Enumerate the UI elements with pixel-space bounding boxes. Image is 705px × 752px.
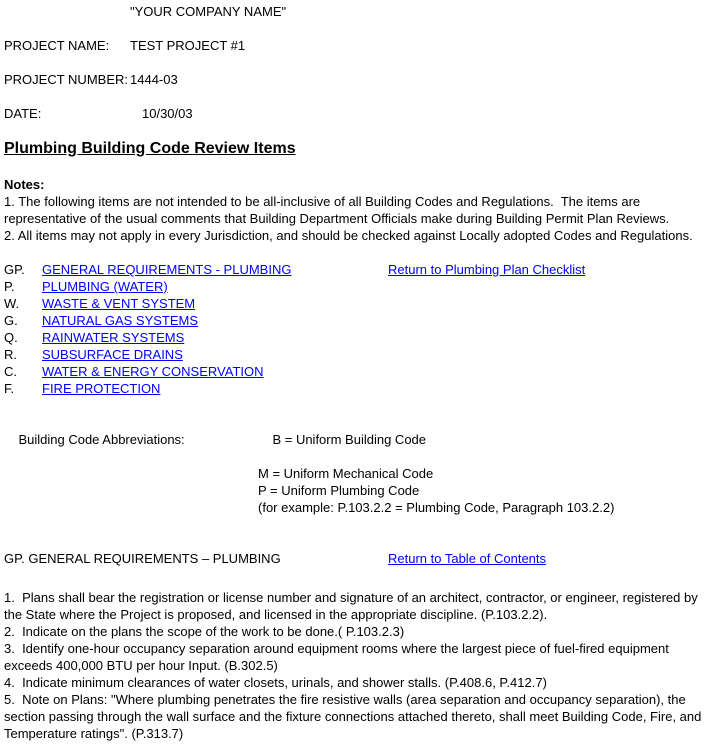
toc-code-g: G.: [4, 313, 18, 328]
notes-heading: Notes:: [4, 177, 45, 192]
project-name-row: [4, 37, 703, 54]
toc-code-gp: GP.: [4, 262, 25, 277]
gp-section-heading-row: [4, 550, 703, 567]
toc-row-f: [4, 380, 703, 397]
gp-item-2: 2. Indicate on the plans the scope of the work to be done.( P.103.2.3): [4, 624, 405, 639]
gp-item-5: 5. Note on Plans: "Where plumbing penetrates the fire resistive walls (area separation and occupancy separation), the section passing through the wall surface and the fixture connections attached thereto, shall meet Building Code, Fire, and Temperature ratings". (P.313.7): [4, 692, 705, 741]
toc-code-p: P.: [4, 279, 15, 294]
toc-row-q: [4, 329, 703, 346]
toc-row-gp: [4, 261, 703, 278]
toc-code-r: R.: [4, 347, 17, 362]
notes-section: [4, 176, 703, 244]
toc-link-general-requirements-plumbing[interactable]: GENERAL REQUIREMENTS - PLUMBING: [42, 262, 292, 277]
project-number-value: 1444-03: [130, 72, 178, 87]
abbreviation-p: P = Uniform Plumbing Code: [258, 483, 420, 498]
gp-item-4: 4. Indicate minimum clearances of water closets, urinals, and shower stalls. (P.408.6, P.412.7): [4, 675, 547, 690]
toc-link-plumbing-water[interactable]: PLUMBING (WATER): [42, 279, 168, 294]
toc-row-p: [4, 278, 703, 295]
toc-code-f: F.: [4, 381, 15, 396]
toc-link-rainwater-systems[interactable]: RAINWATER SYSTEMS: [42, 330, 185, 345]
abbreviations-row-1: [4, 414, 703, 465]
note-item-2: 2. All items may not apply in every Jurisdiction, and should be checked against Locally adopted Codes and Regulations.: [4, 228, 693, 243]
abbreviation-m: M = Uniform Mechanical Code: [258, 466, 434, 481]
toc-row-w: [4, 295, 703, 312]
toc-row-c: [4, 363, 703, 380]
toc-row-r: [4, 346, 703, 363]
gp-section-heading: GP. GENERAL REQUIREMENTS – PLUMBING: [4, 551, 281, 566]
toc-code-c: C.: [4, 364, 17, 379]
project-number-row: [4, 71, 703, 88]
toc-link-subsurface-drains[interactable]: SUBSURFACE DRAINS: [42, 347, 183, 362]
date-value: 10/30/03: [142, 106, 193, 121]
toc-code-q: Q.: [4, 330, 18, 345]
gp-section-items: [4, 589, 703, 742]
toc-row-g: [4, 312, 703, 329]
toc-code-w: W.: [4, 296, 20, 311]
project-number-label: PROJECT NUMBER:: [4, 72, 128, 87]
page-title: Plumbing Building Code Review Items: [4, 140, 296, 157]
toc-section: [4, 261, 703, 397]
abbreviation-example: (for example: P.103.2.2 = Plumbing Code, Paragraph 103.2.2): [258, 500, 615, 515]
toc-link-waste-vent-system[interactable]: WASTE & VENT SYSTEM: [42, 296, 196, 311]
gp-item-1: 1. Plans shall bear the registration or license number and signature of an architect, contractor, or engineer, registered by the State where the Project is proposed, and licensed in the appropriate discipline. (P.103.2.2).: [4, 590, 702, 622]
toc-link-natural-gas-systems[interactable]: NATURAL GAS SYSTEMS: [42, 313, 199, 328]
abbreviation-b: B = Uniform Building Code: [272, 432, 427, 447]
toc-link-water-energy-conservation[interactable]: WATER & ENERGY CONSERVATION: [42, 364, 264, 379]
abbreviations-section: [4, 414, 703, 516]
abbreviations-label: Building Code Abbreviations:: [18, 432, 185, 447]
gp-item-3: 3. Identify one-hour occupancy separation around equipment rooms where the largest piece of fuel-fired equipment exceeds 400,000 BTU per hour Input. (B.302.5): [4, 641, 673, 673]
project-name-label: PROJECT NAME:: [4, 38, 110, 53]
project-name-value: TEST PROJECT #1: [130, 38, 246, 53]
date-label: DATE:: [4, 106, 42, 121]
company-name: "YOUR COMPANY NAME": [130, 4, 287, 19]
note-item-1: 1. The following items are not intended to be all-inclusive of all Building Codes and Regulations. The items are representative of the usual comments that Building Department Officials make during Building Permit Plan Reviews.: [4, 194, 670, 226]
return-to-plumbing-plan-checklist-link[interactable]: Return to Plumbing Plan Checklist: [388, 262, 586, 277]
toc-link-fire-protection[interactable]: FIRE PROTECTION: [42, 381, 161, 396]
return-to-table-of-contents-link[interactable]: Return to Table of Contents: [388, 551, 547, 566]
date-row: [4, 105, 703, 122]
